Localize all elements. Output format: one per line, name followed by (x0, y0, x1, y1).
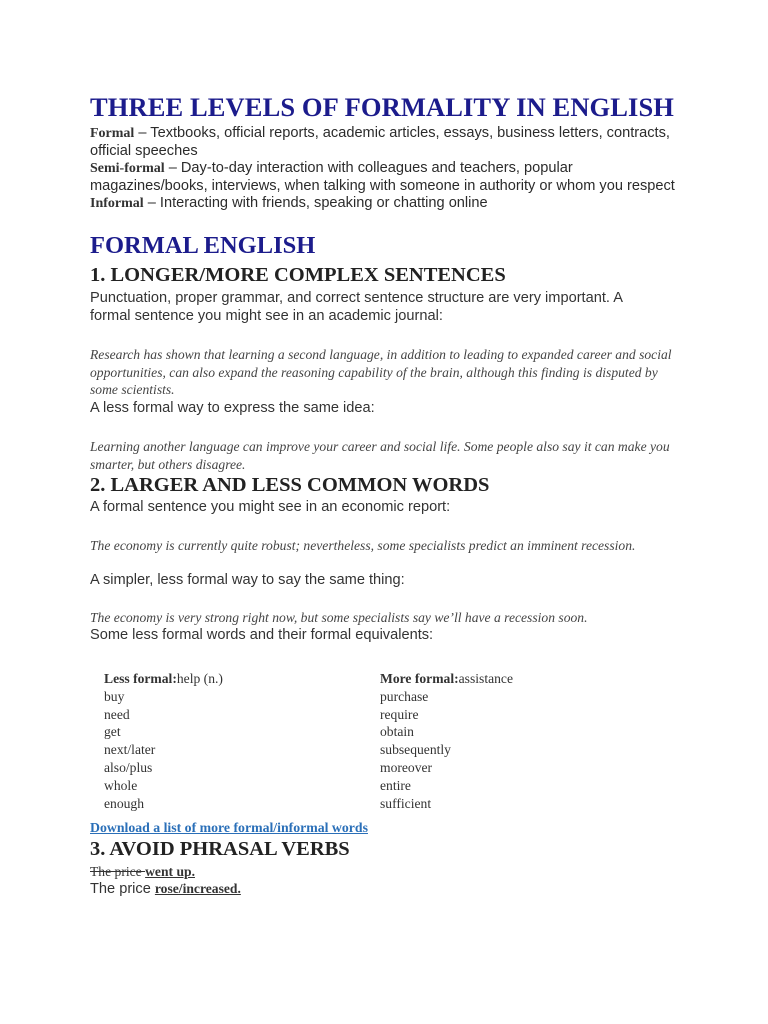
correct-example (90, 881, 241, 897)
level-formal (90, 125, 690, 160)
formality-levels (90, 125, 690, 213)
more-formal-word: sufficient (380, 795, 432, 811)
less-formal-word: help (n.) (176, 671, 223, 686)
correct-example-verb: rose/increased. (154, 881, 241, 896)
level-description: Textbooks, official reports, academic articles, essays, business letters, contracts, official speeches (90, 125, 670, 159)
more-formal-word: entire (380, 777, 411, 793)
level-term: Formal (90, 126, 135, 141)
more-formal-word: subsequently (380, 742, 451, 758)
s2-formal-example: The economy is currently quite robust; nevertheless, some specialists predict an imminent recession. (90, 538, 636, 553)
less-formal-word: also/plus (104, 759, 153, 775)
correct-example-prefix: The price (90, 881, 155, 897)
less-formal-word: enough (104, 795, 145, 811)
less-formal-word: need (104, 706, 130, 722)
more-formal-word: obtain (380, 724, 414, 740)
more-formal-word: moreover (380, 759, 433, 775)
heading-less-common-words: 2. LARGER AND LESS COMMON WORDS (90, 474, 490, 496)
less-formal-word: whole (104, 777, 138, 793)
more-formal-label: More formal: (380, 671, 459, 686)
less-formal-word: buy (104, 688, 125, 704)
heading-complex-sentences: 1. LONGER/MORE COMPLEX SENTENCES (90, 264, 506, 286)
incorrect-example-verb: went up. (145, 864, 195, 879)
s1-less-formal-example: Learning another language can improve your career and social life. Some people also say it can make you smarter, but others disagree. (90, 439, 670, 472)
incorrect-example (90, 864, 195, 880)
incorrect-example-prefix: The price (90, 864, 146, 879)
less-formal-header (104, 670, 223, 688)
s2-simpler-intro: A simpler, less formal way to say the same thing: (90, 572, 405, 588)
more-formal-column (380, 670, 513, 812)
s1-formal-example: Research has shown that learning a second language, in addition to leading to expanded career and social opportunities, can also expand the reasoning capability of the brain, although this finding is disputed by some scientists. (90, 347, 672, 397)
s2-intro: A formal sentence you might see in an economic report: (90, 499, 451, 515)
level-description: Interacting with friends, speaking or chatting online (159, 195, 488, 211)
level-dash: – (143, 195, 160, 211)
section-title: FORMAL ENGLISH (90, 232, 316, 259)
level-description: Day-to-day interaction with colleagues and teachers, popular magazines/books, interviews, when talking with someone in authority or whom you respect (90, 160, 675, 194)
level-term: Semi-formal (90, 161, 165, 176)
more-formal-word: assistance (458, 671, 513, 686)
more-formal-word: purchase (380, 688, 429, 704)
more-formal-header (380, 670, 513, 688)
less-formal-word: next/later (104, 742, 156, 758)
less-formal-label: Less formal: (104, 671, 177, 686)
level-dash: – (164, 160, 181, 176)
level-informal (90, 195, 690, 213)
s2-pairs-intro: Some less formal words and their formal equivalents: (90, 627, 434, 643)
download-word-list-link[interactable]: Download a list of more formal/informal words (90, 820, 368, 835)
less-formal-column (104, 670, 223, 812)
less-formal-word: get (104, 724, 121, 740)
level-semi-formal (90, 160, 690, 195)
more-formal-word: require (380, 706, 419, 722)
level-dash: – (134, 125, 151, 141)
s1-less-formal-intro: A less formal way to express the same idea: (90, 400, 375, 416)
s2-simpler-example: The economy is very strong right now, but some specialists say we’ll have a recession soon. (90, 610, 588, 625)
heading-avoid-phrasal-verbs: 3. AVOID PHRASAL VERBS (90, 838, 350, 860)
page-title: THREE LEVELS OF FORMALITY IN ENGLISH (90, 92, 675, 122)
level-term: Informal (90, 196, 144, 211)
s1-intro: Punctuation, proper grammar, and correct sentence structure are very important. A formal sentence you might see in an academic journal: (90, 290, 623, 324)
